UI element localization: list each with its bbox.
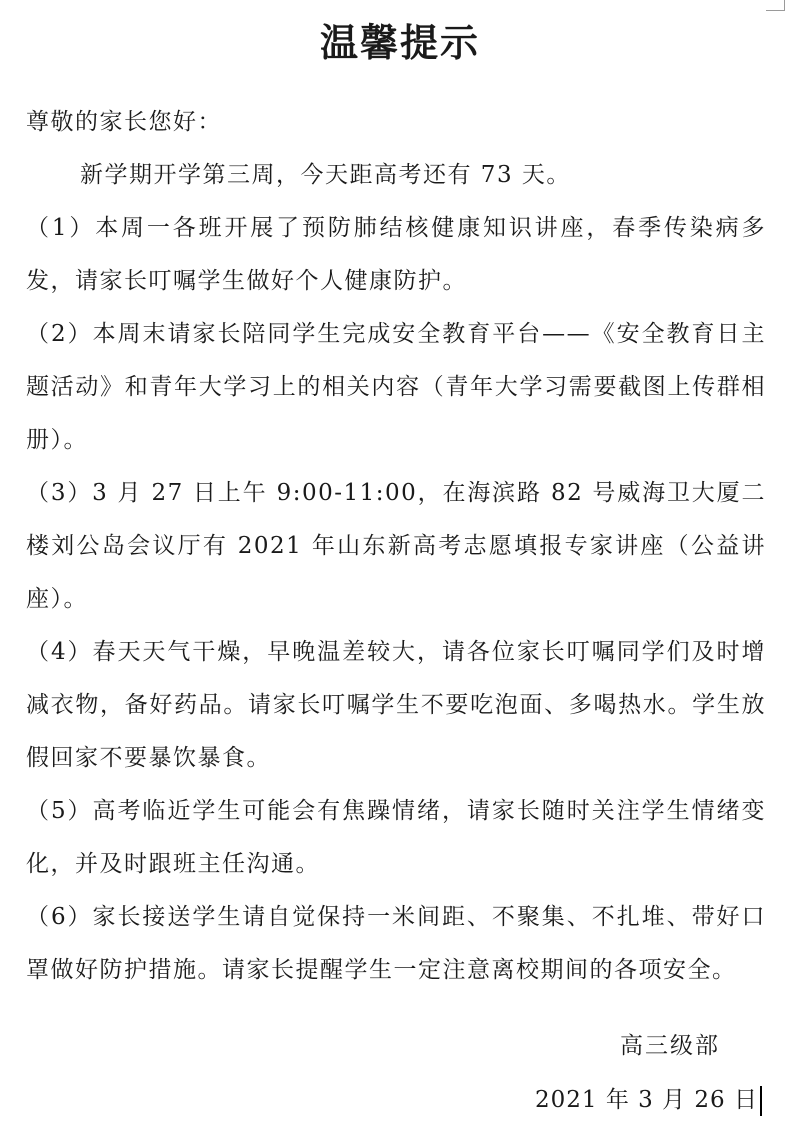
- page-corner-mark: [766, 0, 785, 11]
- notice-item-1: （1）本周一各班开展了预防肺结核健康知识讲座，春季传染病多发，请家长叮嘱学生做好个人健康防护。: [26, 215, 766, 294]
- document-body: [26, 96, 766, 997]
- signature-date-line[interactable]: [535, 1076, 762, 1124]
- intro-paragraph: 新学期开学第三周，今天距高考还有 73 天。: [80, 162, 571, 188]
- notice-item-3: （3）3 月 27 日上午 9:00-11:00，在海滨路 82 号威海卫大厦二楼刘公岛会议厅有 2021 年山东新高考志愿填报专家讲座（公益讲座）。: [26, 480, 766, 612]
- notice-item-4: （4）春天天气干燥，早晚温差较大，请各位家长叮嘱同学们及时增减衣物，备好药品。请家长叮嘱学生不要吃泡面、多喝热水。学生放假回家不要暴饮暴食。: [26, 639, 766, 771]
- salutation: 尊敬的家长您好：: [26, 109, 222, 135]
- notice-item-6: （6）家长接送学生请自觉保持一米间距、不聚集、不扎堆、带好口罩做好防护措施。请家长提醒学生一定注意离校期间的各项安全。: [26, 904, 766, 983]
- notice-item-2: （2）本周末请家长陪同学生完成安全教育平台——《安全教育日主题活动》和青年大学习上的相关内容（青年大学习需要截图上传群相册）。: [26, 321, 766, 453]
- signature-department: 高三级部: [620, 1033, 720, 1059]
- signature-date: 2021 年 3 月 26 日: [535, 1087, 758, 1113]
- notice-item-5: （5）高考临近学生可能会有焦躁情绪，请家长随时关注学生情绪变化，并及时跟班主任沟通。: [26, 798, 766, 877]
- document-title: 温馨提示: [319, 21, 480, 65]
- text-cursor: [760, 1086, 762, 1116]
